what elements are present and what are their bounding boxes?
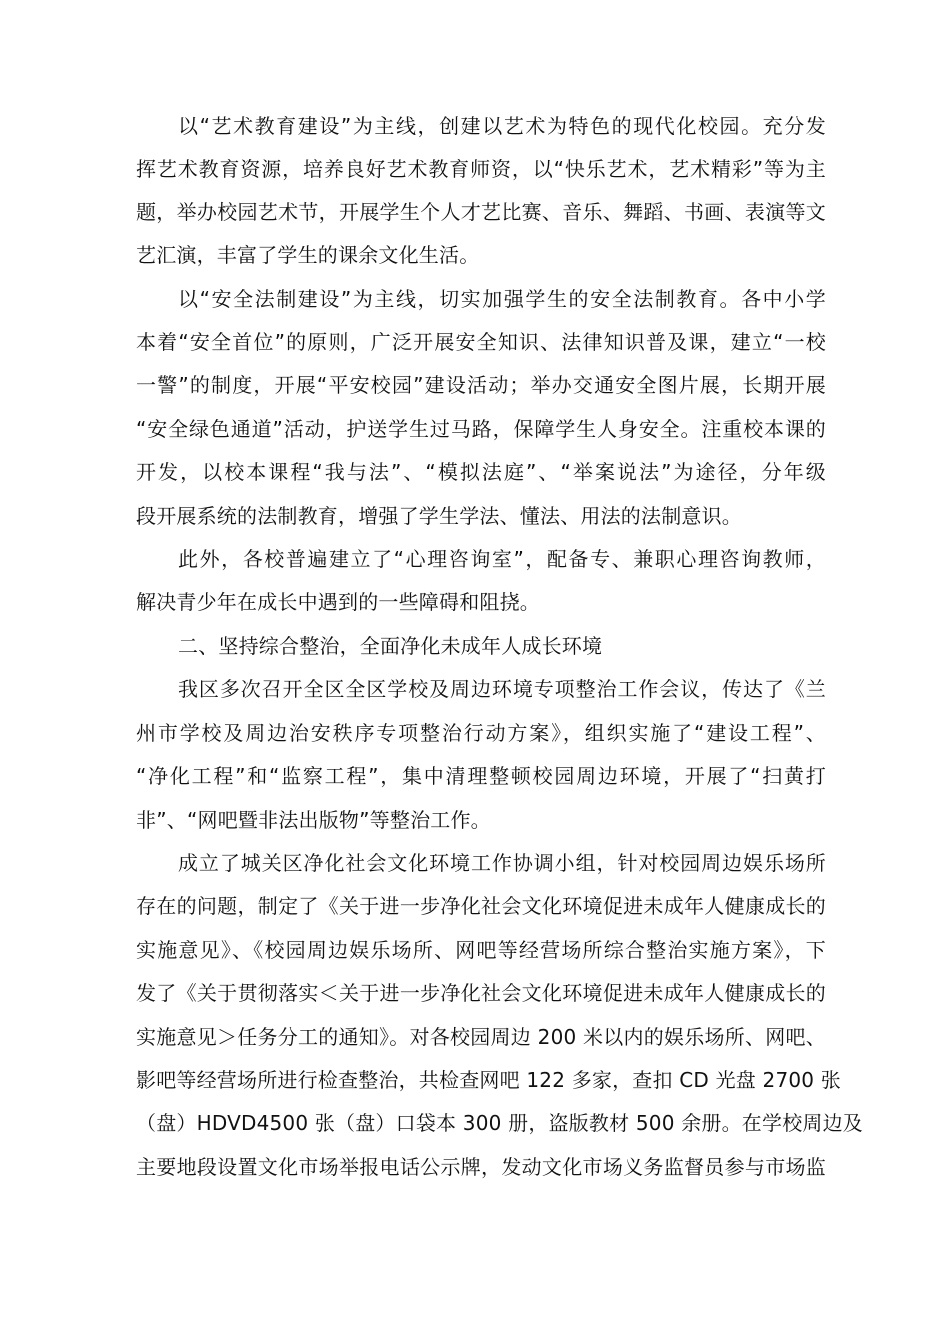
paragraph-4-line-2: 州市学校及周边治安秩序专项整治行动方案》，组织实施了“建设工程”、: [136, 721, 826, 745]
paragraph-5-line-8: 主要地段设置文化市场举报电话公示牌，发动文化市场义务监督员参与市场监: [136, 1155, 826, 1179]
paragraph-5-line-4: 发了《关于贯彻落实＜关于进一步净化社会文化环境促进未成年人健康成长的: [136, 981, 826, 1005]
paragraph-5-line-2: 存在的问题，制定了《关于进一步净化社会文化环境促进未成年人健康成长的: [136, 894, 826, 918]
paragraph-5-line-1: 成立了城关区净化社会文化环境工作协调小组，针对校园周边娱乐场所: [178, 851, 826, 875]
paragraph-4-line-1: 我区多次召开全区全区学校及周边环境专项整治工作会议，传达了《兰: [178, 677, 826, 701]
paragraph-1-line-2: 挥艺术教育资源，培养良好艺术教育师资，以“快乐艺术，艺术精彩”等为主: [136, 157, 826, 181]
paragraph-4-line-4: 非”、“网吧暨非法出版物”等整治工作。: [136, 808, 491, 832]
paragraph-3-line-1: 此外，各校普遍建立了“心理咨询室”，配备专、兼职心理咨询教师，: [178, 547, 826, 571]
paragraph-1-line-1: 以“艺术教育建设”为主线，创建以艺术为特色的现代化校园。充分发: [178, 114, 826, 138]
paragraph-5-line-7: （盘）HDVD4500 张（盘）口袋本 300 册，盗版教材 500 余册。在学校周边及: [136, 1111, 864, 1135]
paragraph-1-line-3: 题，举办校园艺术节，开展学生个人才艺比赛、音乐、舞蹈、书画、表演等文: [136, 200, 826, 224]
paragraph-2-line-4: “安全绿色通道”活动，护送学生过马路，保障学生人身安全。注重校本课的: [136, 417, 826, 441]
paragraph-2-line-1: 以“安全法制建设”为主线，切实加强学生的安全法制教育。各中小学: [178, 287, 826, 311]
paragraph-3-line-2: 解决青少年在成长中遇到的一些障碍和阻挠。: [136, 590, 540, 614]
paragraph-1-line-4: 艺汇演，丰富了学生的课余文化生活。: [136, 243, 480, 267]
paragraph-5-line-3: 实施意见》、《校园周边娱乐场所、网吧等经营场所综合整治实施方案》，下: [136, 938, 826, 962]
paragraph-5-line-6: 影吧等经营场所进行检查整治，共检查网吧 122 多家，查扣 CD 光盘 2700 张: [136, 1068, 841, 1092]
paragraph-2-line-5: 开发，以校本课程“我与法”、“模拟法庭”、“举案说法”为途径，分年级: [136, 460, 826, 484]
paragraph-5-line-5: 实施意见＞任务分工的通知》。对各校园周边 200 米以内的娱乐场所、网吧、: [136, 1025, 826, 1049]
paragraph-2-line-3: 一警”的制度，开展“平安校园”建设活动；举办交通安全图片展，长期开展: [136, 373, 826, 397]
paragraph-4-line-3: “净化工程”和“监察工程”，集中清理整顿校园周边环境，开展了“扫黄打: [136, 764, 826, 788]
section-heading: 二、坚持综合整治，全面净化未成年人成长环境: [178, 634, 603, 658]
paragraph-2-line-2: 本着“安全首位”的原则，广泛开展安全知识、法律知识普及课，建立“一校: [136, 330, 826, 354]
paragraph-2-line-6: 段开展系统的法制教育，增强了学生学法、懂法、用法的法制意识。: [136, 504, 742, 528]
